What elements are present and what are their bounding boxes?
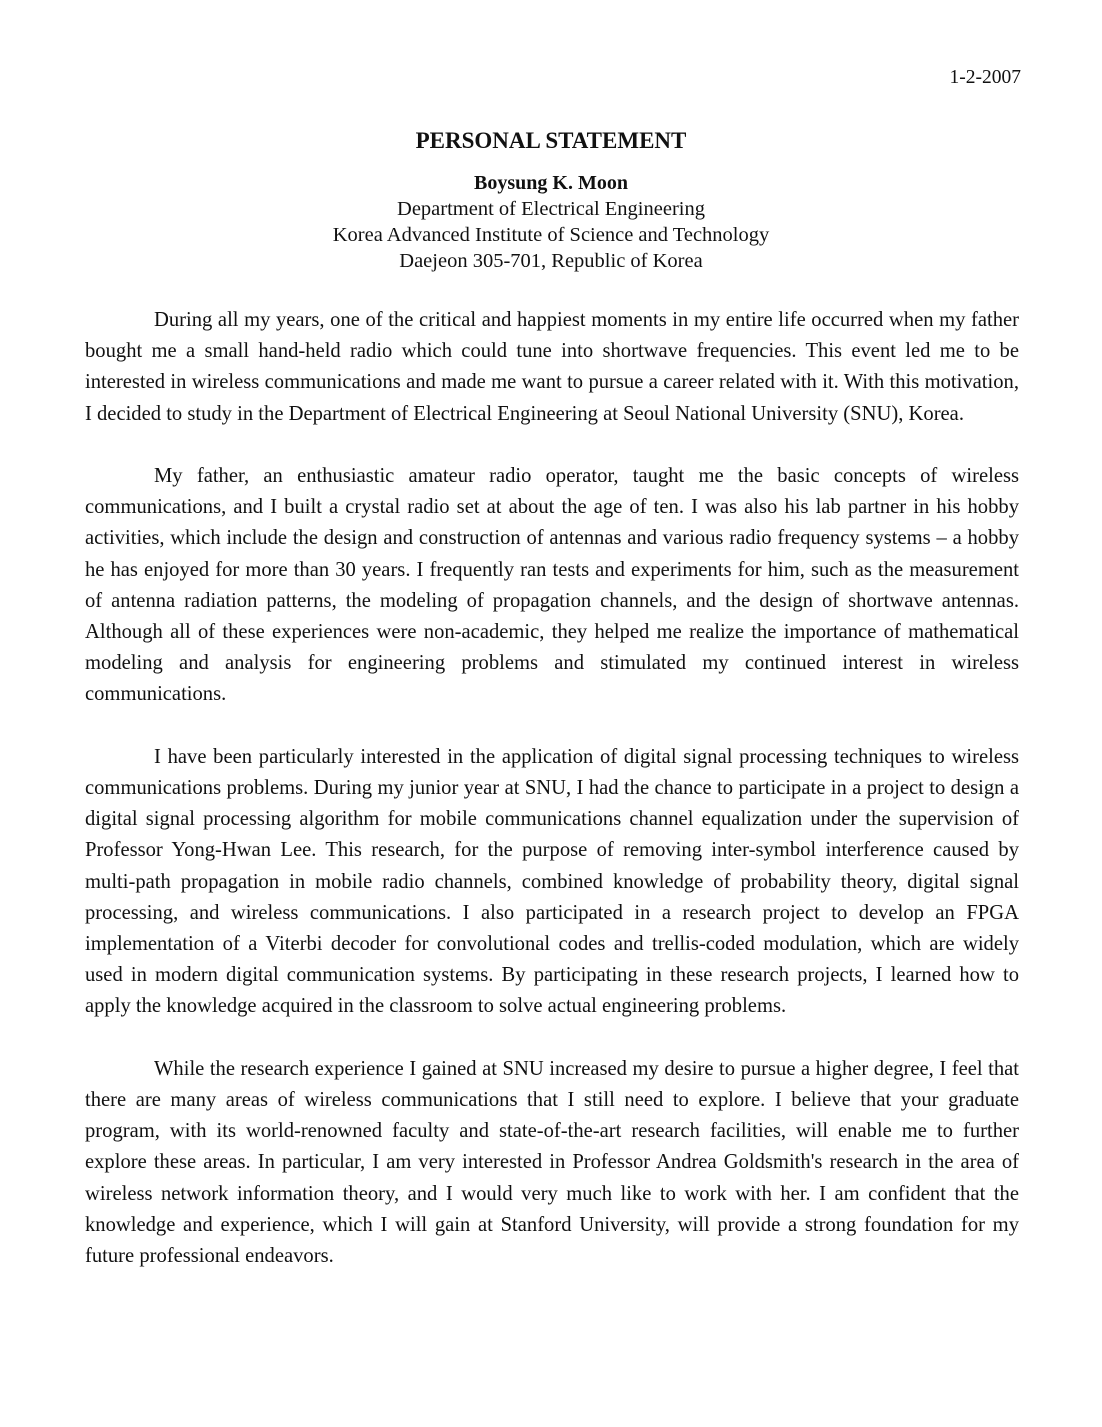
body-paragraph-2: My father, an enthusiastic amateur radio operator, taught me the basic concepts of wireless communications, and I built a crystal radio set at about the age of ten. I was also his lab partner in his hobby activities, which include the design and construction of antennas and various radio frequency systems – a hobby he has enjoyed for more than 30 years. I frequently ran tests and experiments for him, such as the measurement of antenna radiation patterns, the modeling of propagation channels, and the design of shortwave antennas. Although all of these experiences were non-academic, they helped me realize the importance of mathematical modeling and analysis for engineering problems and stimulated my continued interest in wireless communications. xyxy=(85,465,1019,706)
document-title: PERSONAL STATEMENT xyxy=(415,128,687,153)
affiliation-department: Department of Electrical Engineering xyxy=(397,198,705,220)
body-paragraph-4: While the research experience I gained at SNU increased my desire to pursue a higher degree, I feel that there are many areas of wireless communications that I still need to explore. I believe that your graduate program, with its world-renowned faculty and state-of-the-art research facilities, will enable me to further explore these areas. In particular, I am very interested in Professor Andrea Goldsmith's research in the area of wireless network information theory, and I would very much like to work with her. I am confident that the knowledge and experience, which I will gain at Stanford University, will provide a strong foundation for my future professional endeavors. xyxy=(85,1057,1019,1268)
document-body xyxy=(85,305,1019,1303)
body-paragraph-1: During all my years, one of the critical and happiest moments in my entire life occurred when my father bought me a small hand-held radio which could tune into shortwave frequencies. This event led me to be interested in wireless communications and made me want to pursue a career related with it. With this motivation, I decided to study in the Department of Electrical Engineering at Seoul National University (SNU), Korea. xyxy=(85,309,1019,425)
document-header xyxy=(0,126,1102,274)
body-paragraph-3: I have been particularly interested in the application of digital signal processing techniques to wireless communications problems. During my junior year at SNU, I had the chance to participate in a project to design a digital signal processing algorithm for mobile communications channel equalization under the supervision of Professor Yong-Hwan Lee. This research, for the purpose of removing inter-symbol interference caused by multi-path propagation in mobile radio channels, combined knowledge of probability theory, digital signal processing, and wireless communications. I also participated in a research project to develop an FPGA implementation of a Viterbi decoder for convolutional codes and trellis-coded modulation, which are widely used in modern digital communication systems. By participating in these research projects, I learned how to apply the knowledge acquired in the classroom to solve actual engineering problems. xyxy=(85,745,1019,1018)
author-name: Boysung K. Moon xyxy=(474,172,628,194)
document-date: 1-2-2007 xyxy=(949,67,1021,88)
affiliation-institute: Korea Advanced Institute of Science and Technology xyxy=(332,224,770,246)
affiliation-address: Daejeon 305-701, Republic of Korea xyxy=(399,250,703,272)
